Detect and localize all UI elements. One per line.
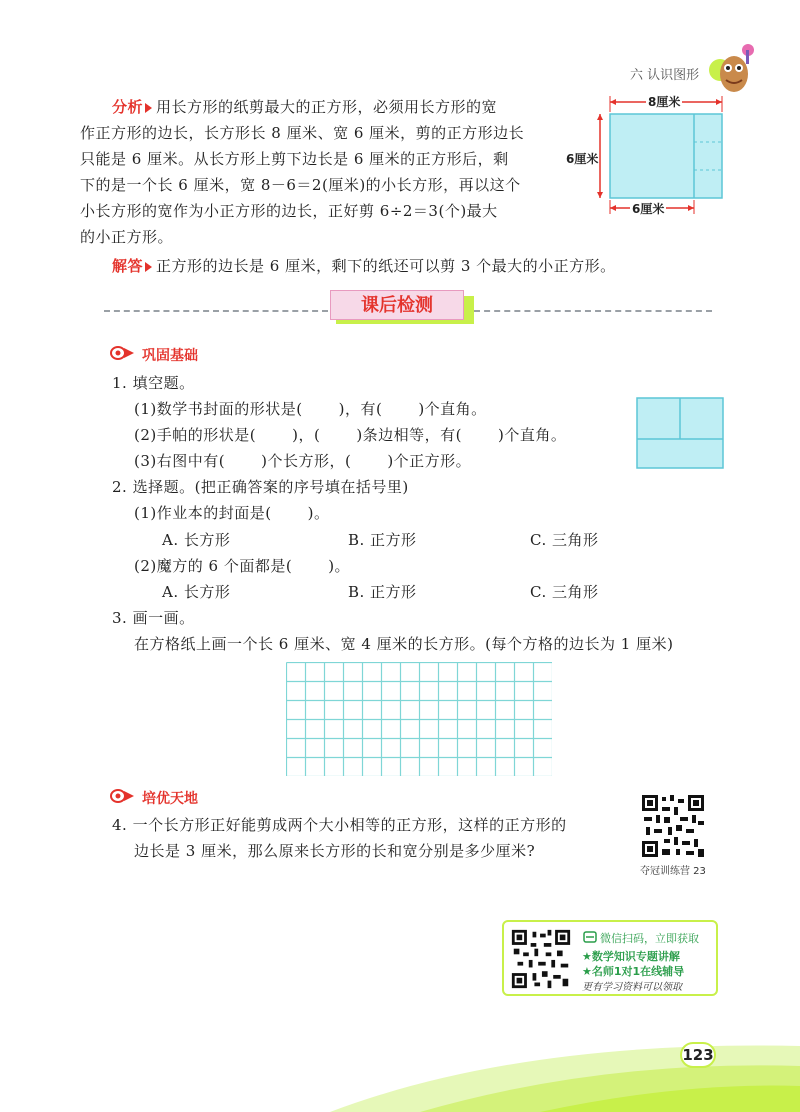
- analysis-label: 分析: [112, 98, 144, 116]
- section-title-advanced: 培优天地: [142, 791, 198, 807]
- analysis-line-1: 用长方形的纸剪最大的正方形，必须用长方形的宽: [156, 98, 498, 116]
- q3-instruction: 在方格纸上画一个长 6 厘米、宽 4 厘米的长方形。(每个方格的边长为 1 厘米): [134, 635, 674, 653]
- answer-text: 正方形的边长是 6 厘米，剩下的纸还可以剪 3 个最大的小正方形。: [156, 257, 616, 275]
- q3-title: 3. 画一画。: [112, 609, 195, 627]
- triangle-marker-icon: [145, 103, 152, 113]
- answer-label: 解答: [112, 257, 144, 275]
- q1-title: 1. 填空题。: [112, 374, 195, 392]
- wechat-scan-icon: [583, 931, 597, 943]
- option-a[interactable]: A. 长方形: [162, 583, 231, 601]
- analysis-line-3: 只能是 6 厘米。从长方形上剪下边长是 6 厘米的正方形后，剩: [80, 150, 509, 168]
- analysis-line-6: 的小正方形。: [80, 228, 174, 246]
- q1-s2-text-a: (2)手帕的形状是(: [134, 426, 257, 444]
- diagram-bottom-label: 6厘米: [632, 202, 665, 216]
- qr-caption: 夺冠训练营 23: [640, 866, 706, 877]
- q4-line-1: 4. 一个长方形正好能剪成两个大小相等的正方形，这样的正方形的: [112, 816, 567, 834]
- page-number: 123: [680, 1042, 716, 1068]
- divider-left: [104, 310, 328, 312]
- option-a[interactable]: A. 长方形: [162, 531, 231, 549]
- diagram-left-label: 6厘米: [566, 152, 599, 166]
- q1-s3-text-a: (3)右图中有(: [134, 452, 226, 470]
- option-b[interactable]: B. 正方形: [348, 583, 417, 601]
- section-arrow-icon: [110, 346, 136, 360]
- analysis-line-5: 小长方形的宽作为小正方形的边长，正好剪 6÷2＝3(个)最大: [80, 202, 498, 220]
- analysis-line-4: 下的是一个长 6 厘米，宽 8－6＝2(厘米)的小长方形，再以这个: [80, 176, 521, 194]
- q1-figure: [636, 397, 724, 469]
- diagram-top-label: 8厘米: [648, 95, 681, 109]
- q1-s2-text-c: )条边相等，有(: [356, 426, 463, 444]
- q1-s3-text-b: )个长方形，(: [261, 452, 352, 470]
- q2-p1-text-b: )。: [307, 504, 330, 522]
- q2-title: 2. 选择题。(把正确答案的序号填在括号里): [112, 478, 409, 496]
- option-c[interactable]: C. 三角形: [530, 531, 599, 549]
- option-b[interactable]: B. 正方形: [348, 531, 417, 549]
- triangle-marker-icon: [145, 262, 152, 272]
- q2-p2-text-b: )。: [328, 557, 351, 575]
- drawing-grid[interactable]: [286, 662, 552, 776]
- q4-line-2: 边长是 3 厘米，那么原来长方形的长和宽分别是多少厘米?: [134, 842, 536, 860]
- promo-line-4: 更有学习资料可以领取: [582, 982, 682, 993]
- section-arrow-icon: [110, 789, 136, 803]
- chapter-header: 六 认识图形: [630, 68, 700, 83]
- footer-swoosh: [0, 1010, 800, 1112]
- qr-code-icon[interactable]: [510, 928, 572, 990]
- analysis-line-2: 作正方形的边长，长方形长 8 厘米、宽 6 厘米，剪的正方形边长: [80, 124, 525, 142]
- q1-s1-text-b: )，有(: [338, 400, 383, 418]
- q2-p1-text-a: (1)作业本的封面是(: [134, 504, 272, 522]
- q1-s1-text-a: (1)数学书封面的形状是(: [134, 400, 303, 418]
- q1-s3-text-c: )个正方形。: [387, 452, 472, 470]
- promo-line-3: ★名师1对1在线辅导: [582, 965, 685, 978]
- banner-title: 课后检测: [330, 290, 464, 320]
- q1-s2-text-d: )个直角。: [498, 426, 567, 444]
- promo-line-1: 微信扫码，立即获取: [600, 932, 699, 945]
- promo-line-2: ★数学知识专题讲解: [582, 950, 680, 963]
- section-title-basics: 巩固基础: [142, 348, 198, 364]
- option-c[interactable]: C. 三角形: [530, 583, 599, 601]
- q1-s2-text-b: )，(: [292, 426, 321, 444]
- q1-s1-text-c: )个直角。: [418, 400, 487, 418]
- divider-right: [474, 310, 712, 312]
- q2-p2-text-a: (2)魔方的 6 个面都是(: [134, 557, 293, 575]
- qr-code-icon[interactable]: [640, 793, 706, 859]
